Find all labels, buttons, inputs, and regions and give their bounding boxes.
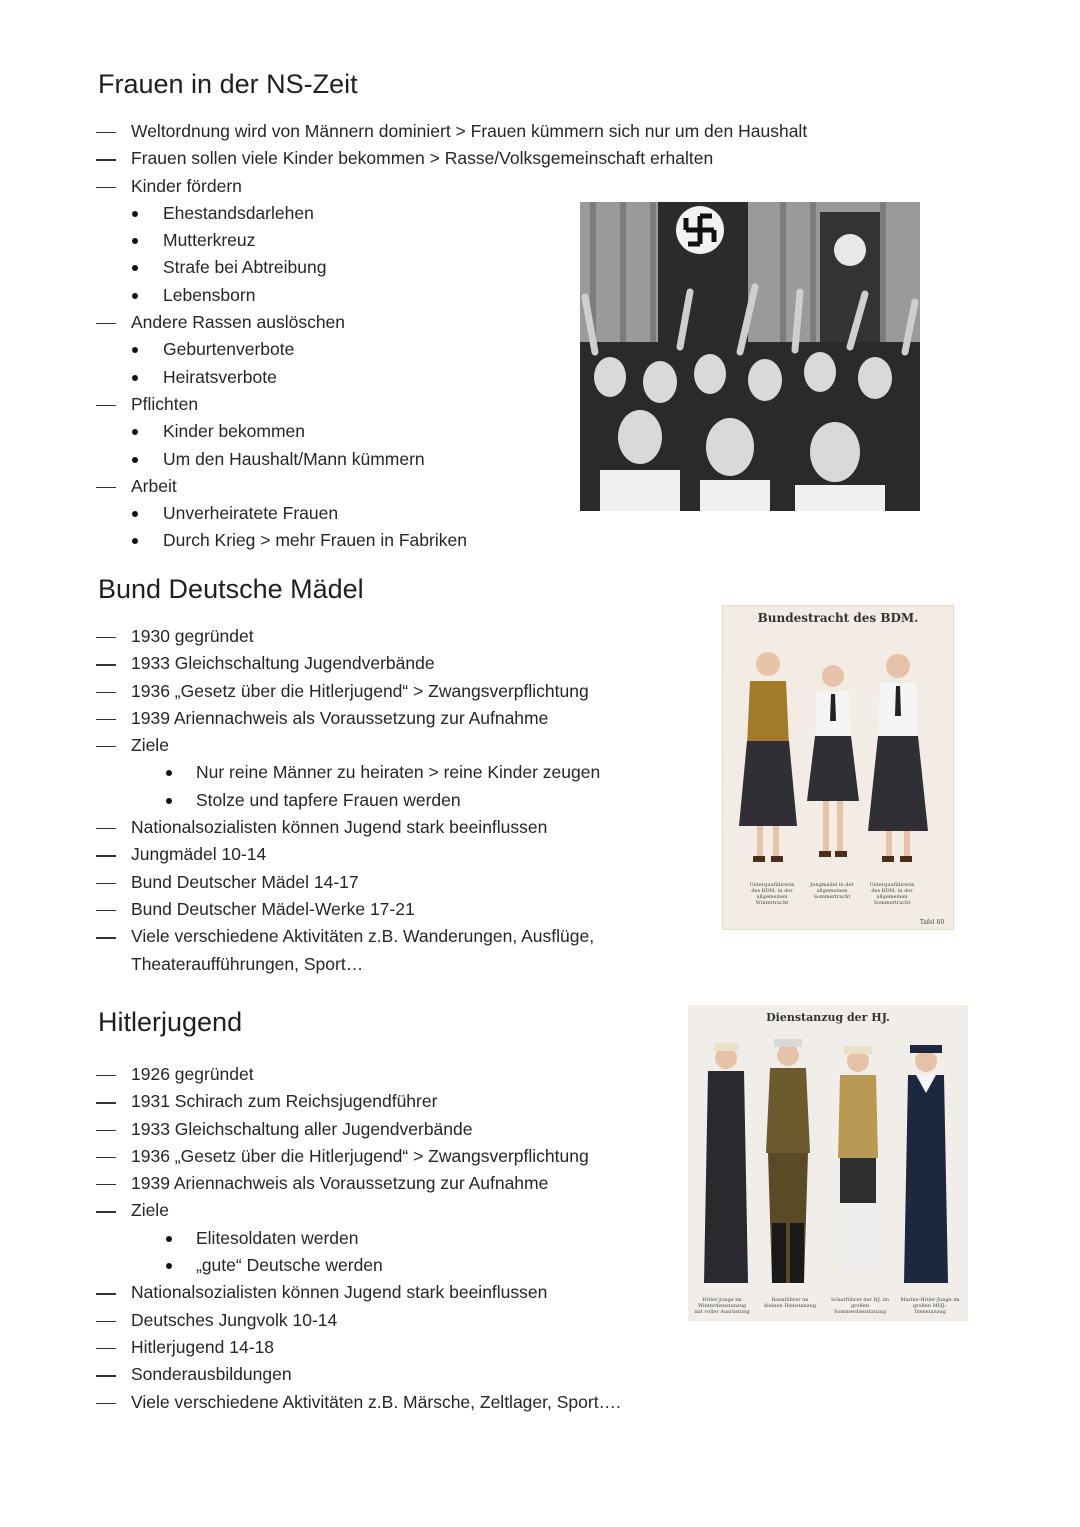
sub-list-item: Lebensborn xyxy=(96,282,807,309)
hj-plate-title: Dienstanzug der HJ. xyxy=(766,1011,890,1024)
list-item: Bund Deutscher Mädel 14-17 xyxy=(96,869,600,896)
bdm-caption-1: Untergauführerin des BDM. in der allgemeinen Wintertracht xyxy=(749,882,795,906)
hj-caption-3: Scharführer der HJ. im großen Sommerdienstanzug xyxy=(830,1297,890,1315)
section-title-frauen: Frauen in der NS-Zeit xyxy=(98,69,358,99)
hj-figures xyxy=(688,1033,968,1293)
section-title-hitlerjugend: Hitlerjugend xyxy=(98,1007,243,1037)
list-item: 1931 Schirach zum Reichsjugendführer xyxy=(96,1088,621,1115)
hj-caption-2: Bannführer im kleinen Dienstanzug xyxy=(764,1297,816,1309)
bdm-plate-title: Bundestracht des BDM. xyxy=(757,611,919,625)
sub-list-item: „gute“ Deutsche werden xyxy=(96,1252,621,1279)
list-bdm xyxy=(96,623,600,978)
list-item: 1936 „Gesetz über die Hitlerjugend“ > Zwangsverpflichtung xyxy=(96,678,600,705)
sub-list-item: Kinder bekommen xyxy=(96,418,807,445)
list-item: Kinder fördern xyxy=(96,173,807,200)
rally-photo-illustration xyxy=(580,202,920,511)
list-item: Arbeit xyxy=(96,473,807,500)
sub-list-item: Stolze und tapfere Frauen werden xyxy=(96,787,600,814)
list-item: 1939 Ariennachweis als Voraussetzung zur Aufnahme xyxy=(96,705,600,732)
list-hitlerjugend xyxy=(96,1061,621,1416)
hj-caption-1: Hitler-Junge im Winterdienstanzug mit voller Ausrüstung xyxy=(694,1297,750,1315)
list-item: 1933 Gleichschaltung aller Jugendverbände xyxy=(96,1116,621,1143)
list-item: Sonderausbildungen xyxy=(96,1361,621,1388)
list-item: Frauen sollen viele Kinder bekommen > Rasse/Volksgemeinschaft erhalten xyxy=(96,145,807,172)
list-item: Nationalsozialisten können Jugend stark beeinflussen xyxy=(96,814,600,841)
sub-list-item: Heiratsverbote xyxy=(96,364,807,391)
sub-list-item: Geburtenverbote xyxy=(96,336,807,363)
list-item: Theateraufführungen, Sport… xyxy=(131,953,364,974)
list-item: Hitlerjugend 14-18 xyxy=(96,1334,621,1361)
list-item: Viele verschiedene Aktivitäten z.B. Märsche, Zeltlager, Sport…. xyxy=(96,1389,621,1416)
hj-caption-4: Marine-Hitler-Junge im großen MHJ.-Dienstanzug xyxy=(900,1297,960,1315)
list-item: 1936 „Gesetz über die Hitlerjugend“ > Zwangsverpflichtung xyxy=(96,1143,621,1170)
sub-list-item: Durch Krieg > mehr Frauen in Fabriken xyxy=(96,527,807,554)
list-item: Andere Rassen auslöschen xyxy=(96,309,807,336)
list-item: Ziele xyxy=(96,1197,621,1224)
list-item: Jungmädel 10-14 xyxy=(96,841,600,868)
list-item: 1930 gegründet xyxy=(96,623,600,650)
list-item: Viele verschiedene Aktivitäten z.B. Wanderungen, Ausflüge, xyxy=(96,923,600,950)
sub-list-item: Nur reine Männer zu heiraten > reine Kinder zeugen xyxy=(96,759,600,786)
illustration-bdm-uniforms xyxy=(722,605,954,930)
list-item: Bund Deutscher Mädel-Werke 17-21 xyxy=(96,896,600,923)
sub-list-item: Ehestandsdarlehen xyxy=(96,200,807,227)
bdm-plate-number: Tafel 60 xyxy=(919,919,945,926)
list-item: Nationalsozialisten können Jugend stark beeinflussen xyxy=(96,1279,621,1306)
sub-list-item: Elitesoldaten werden xyxy=(96,1225,621,1252)
list-item: 1926 gegründet xyxy=(96,1061,621,1088)
bdm-caption-3: Untergauführerin des BDM. in der allgemeinen Sommertracht xyxy=(869,882,915,906)
list-item: 1939 Ariennachweis als Voraussetzung zur Aufnahme xyxy=(96,1170,621,1197)
bdm-figures xyxy=(723,636,953,896)
bdm-caption-2: Jungmädel in der allgemeinen Sommertracht xyxy=(810,882,854,900)
section-title-bdm: Bund Deutsche Mädel xyxy=(98,574,364,604)
sub-list-item: Um den Haushalt/Mann kümmern xyxy=(96,446,807,473)
list-item: Weltordnung wird von Männern dominiert > Frauen kümmern sich nur um den Haushalt xyxy=(96,118,807,145)
list-item: Pflichten xyxy=(96,391,807,418)
illustration-hj-uniforms xyxy=(688,1005,968,1321)
photo-bdm-rally xyxy=(580,202,920,511)
list-item: Ziele xyxy=(96,732,600,759)
sub-list-item: Mutterkreuz xyxy=(96,227,807,254)
sub-list-item: Unverheiratete Frauen xyxy=(96,500,807,527)
sub-list-item: Strafe bei Abtreibung xyxy=(96,254,807,281)
list-item: 1933 Gleichschaltung Jugendverbände xyxy=(96,650,600,677)
list-item: Deutsches Jungvolk 10-14 xyxy=(96,1307,621,1334)
